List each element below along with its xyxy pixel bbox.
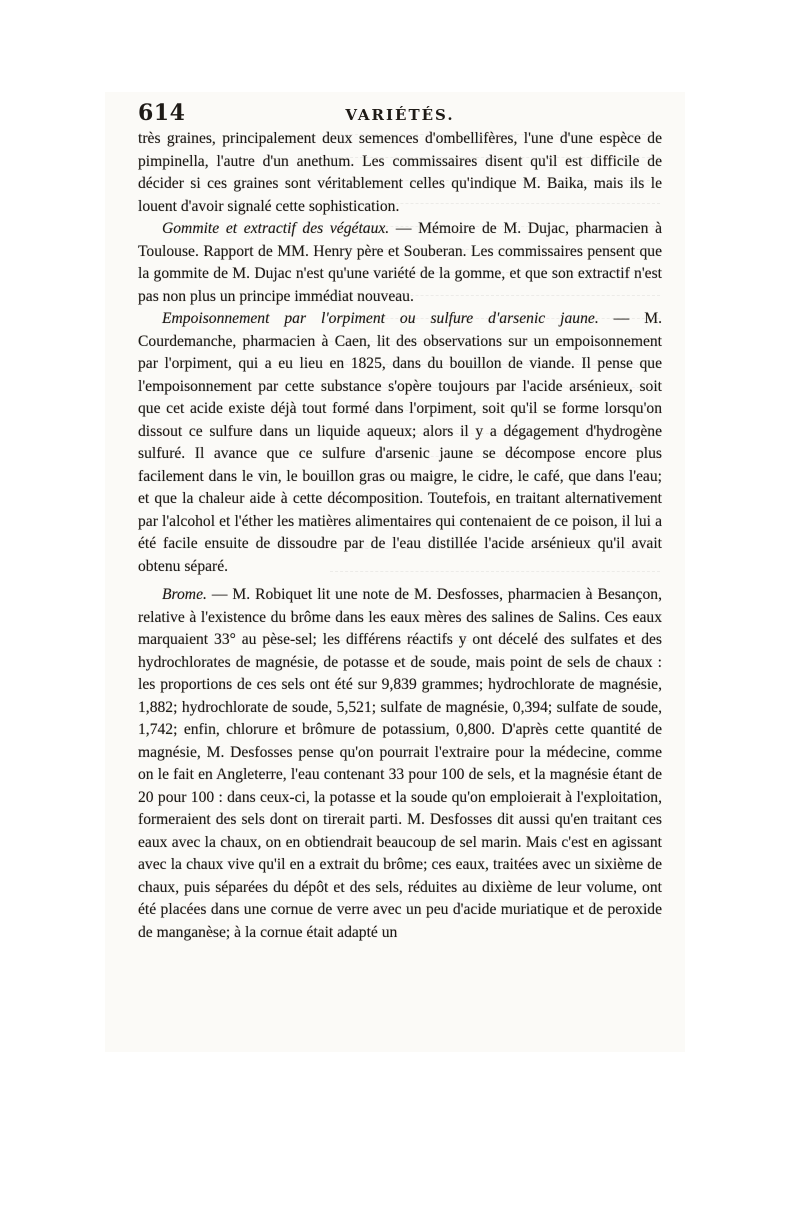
paragraph-brome (138, 584, 662, 944)
text-body (138, 128, 662, 944)
running-head: VARIÉTÉS. (345, 106, 455, 124)
page-header (138, 100, 662, 128)
section-title-empoisonnement: Empoisonnement par l'orpiment ou sulfure d'arsenic jaune. (162, 310, 599, 327)
paragraph-text: — Mémoire de M. Dujac, pharmacien à Toulouse. Rapport de MM. Henry père et Souberan. Les commissaires pensent que la gommite de M. Dujac n'est qu'une variété de la gomme, et que son extractif n'est pas non plus un principe immédiat nouveau. (138, 220, 662, 305)
section-title-brome: Brome. (162, 586, 207, 603)
paragraph-text: très graines, principalement deux semences d'ombellifères, l'une d'une espèce de pimpinella, l'autre d'un anethum. Les commissaires disent qu'il est difficile de décider si ces graines sont véritablement celles qu'indique M. Baika, mais ils le louent d'avoir signalé cette sophistication. (138, 130, 662, 215)
paragraph-gommite (138, 218, 662, 308)
paragraph-text: — M. Courdemanche, pharmacien à Caen, lit des observations sur un empoisonnement par l'orpiment, qui a eu lieu en 1825, dans du bouillon de viande. Il pense que l'empoisonnement par cette substance s'opère toujours par l'acide arsénieux, soit que cet acide existe déjà tout formé dans l'orpiment, soit qu'il se forme lorsqu'on dissout ce sulfure dans un liquide aqueux; alors il y a dégagement d'hydrogène sulfuré. Il avance que ce sulfure d'arsenic jaune se décompose encore plus facilement dans le vin, le bouillon gras ou maigre, le cidre, le café, que dans l'eau; et que la chaleur aide à cette décomposition. Toutefois, en traitant alternativement par l'alcohol et l'éther les matières alimentaires qui contenaient de ce poison, il lui a été facile ensuite de dissoudre par de l'eau distillée l'acide arsénieux qu'il avait obtenu séparé. (138, 310, 662, 575)
paragraph-graines (138, 128, 662, 218)
page-number: 614 (138, 100, 186, 126)
paragraph-empoisonnement (138, 308, 662, 578)
section-title-gommite: Gommite et extractif des végétaux. (162, 220, 390, 237)
paragraph-text: — M. Robiquet lit une note de M. Desfosses, pharmacien à Besançon, relative à l'existence du brôme dans les eaux mères des salines de Salins. Ces eaux marquaient 33° au pèse-sel; les différens réactifs y ont décelé des sulfates et des hydrochlorates de magnésie, de potasse et de soude, mais point de sels de chaux : les proportions de ces sels ont été sur 9,839 grammes; hydrochlorate de magnésie, 1,882; hydrochlorate de soude, 5,521; sulfate de magnésie, 0,394; sulfate de soude, 1,742; enfin, chlorure et brômure de potassium, 0,800. D'après cette quantité de magnésie, M. Desfosses pense qu'on pourrait l'extraire pour la médecine, comme on le fait en Angleterre, l'eau contenant 33 pour 100 de sels, et la magnésie étant de 20 pour 100 : dans ceux-ci, la potasse et la soude qu'on emploierait à l'exploitation, formeraient des sels dont on tirerait parti. M. Desfosses dit aussi qu'en traitant ces eaux avec la chaux, on en obtiendrait beaucoup de sel marin. Mais c'est en agissant avec la chaux vive qu'il en a extrait du brôme; ces eaux, traitées avec un sixième de chaux, puis séparées du dépôt et des sels, réduites au dixième de leur volume, ont été placées dans une cornue de verre avec un peu d'acide muriatique et de peroxide de manganèse; à la cornue était adapté un (138, 586, 662, 941)
